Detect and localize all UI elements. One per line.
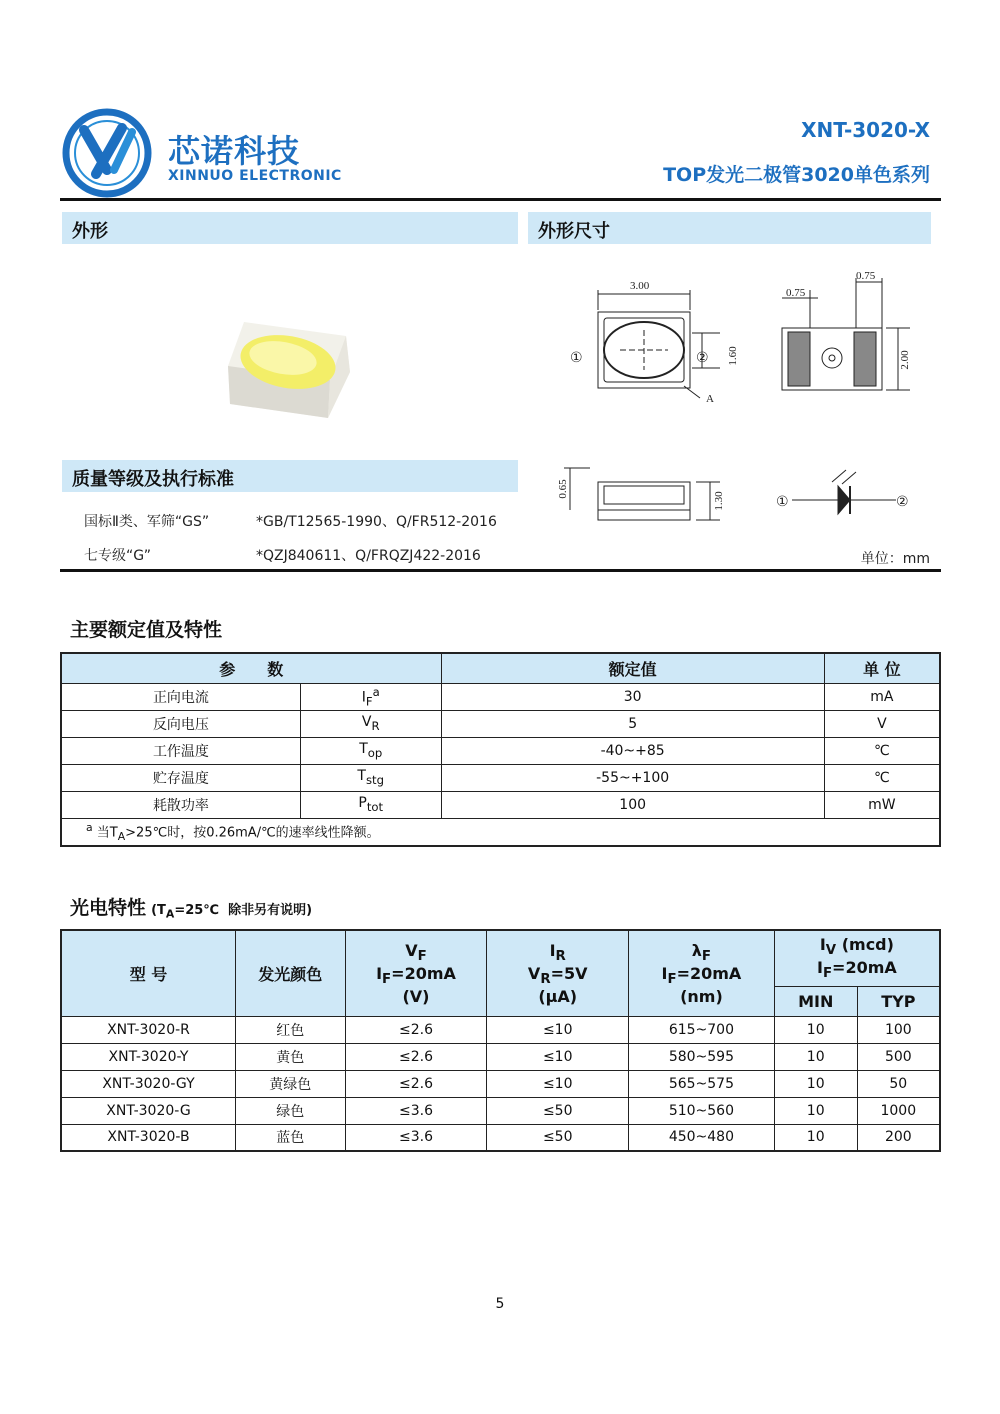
cell-color: 绿色 [235,1097,345,1124]
header-min: MIN [774,986,857,1016]
dim-065-label: 0.65 [557,479,569,499]
cell-ir: ≤10 [487,1043,629,1070]
dim-130-label: 1.30 [713,491,725,511]
table-row [61,791,940,818]
brand-name-cn: 芯诺科技 [168,132,301,170]
cell-model: XNT-3020-G [61,1097,235,1124]
page-number: 5 [495,1296,505,1312]
cell-vf: ≤2.6 [345,1070,487,1097]
param-name: 反向电压 [61,710,300,737]
header-rated: 额定值 [441,653,824,683]
param-unit: mA [824,683,940,710]
optical-title: 光电特性 [70,897,147,919]
cell-vf: ≤3.6 [345,1097,487,1124]
cell-wavelength: 615~700 [629,1016,775,1043]
table-row [61,737,940,764]
cell-model: XNT-3020-R [61,1016,235,1043]
cell-vf: ≤2.6 [345,1043,487,1070]
cell-model: XNT-3020-Y [61,1043,235,1070]
dim-300-label: 3.00 [630,280,650,292]
table-note-row [61,818,940,846]
param-symbol: $I_F^a$ [300,683,441,710]
table-row [61,1124,940,1151]
param-symbol: $T_{op}$ [300,737,441,764]
cell-ir: ≤50 [487,1124,629,1151]
param-name: 耗散功率 [61,791,300,818]
param-symbol: $V_R$ [300,710,441,737]
header-unit: 单 位 [824,653,940,683]
header-color: 发光颜色 [235,930,345,1016]
pin2-label-symbol: ② [896,494,909,510]
cell-color: 黄色 [235,1043,345,1070]
param-unit: V [824,710,940,737]
param-value: 30 [441,683,824,710]
param-name: 工作温度 [61,737,300,764]
param-value: -55~+100 [441,764,824,791]
table-row [61,683,940,710]
cell-iv-typ: 100 [857,1016,940,1043]
cell-iv-typ: 50 [857,1070,940,1097]
pin1-label-top: ① [570,350,583,366]
dim-075a-label: 0.75 [786,287,806,299]
header-ir: $I_R$ $V_R=5V$ (μA) [487,930,629,1016]
cell-model: XNT-3020-GY [61,1070,235,1097]
cell-model: XNT-3020-B [61,1124,235,1151]
param-value: 100 [441,791,824,818]
optical-table [60,929,941,1152]
table-row [61,1070,940,1097]
cell-ir: ≤50 [487,1097,629,1124]
section-dimensions: 外形尺寸 [528,212,931,244]
header-vf: $V_F$ $I_F=20mA$ (V) [345,930,487,1016]
ratings-header-row [61,653,940,683]
cell-iv-typ: 500 [857,1043,940,1070]
dim-160-label: 1.60 [727,346,739,366]
cell-vf: ≤3.6 [345,1124,487,1151]
cell-ir: ≤10 [487,1016,629,1043]
cell-iv-typ: 1000 [857,1097,940,1124]
cell-iv-min: 10 [774,1016,857,1043]
dimension-drawing [557,260,940,550]
product-series: TOP发光二极管3020单色系列 [663,164,930,186]
company-logo [62,108,152,198]
std-spec-2: *QZJ840611、Q/FRQZJ422-2016 [256,548,481,564]
param-name: 贮存温度 [61,764,300,791]
pin1-label-symbol: ① [776,494,789,510]
cell-iv-min: 10 [774,1043,857,1070]
optical-title-group [70,893,312,921]
brand-name-en: XINNUO ELECTRONIC [168,168,342,184]
param-unit: ℃ [824,764,940,791]
param-unit: mW [824,791,940,818]
derating-note: $^a$ 当$T_A>25℃$时，按0.26mA/℃的速率线性降额。 [61,818,940,846]
unit-note: 单位：mm [860,551,930,567]
param-unit: ℃ [824,737,940,764]
led-product-photo [218,310,358,425]
table-row [61,1043,940,1070]
param-name: 正向电流 [61,683,300,710]
pin2-label-top: ② [696,350,709,366]
std-spec-1: *GB/T12565-1990、Q/FR512-2016 [256,514,497,530]
std-grade-1: 国标Ⅱ类、军筛“GS” [84,514,210,530]
table-row [61,1097,940,1124]
header-wavelength: $\lambda_F$ $I_F=20mA$ (nm) [629,930,775,1016]
cell-color: 红色 [235,1016,345,1043]
header-rule [60,198,941,201]
mark-a-label: A [706,393,714,405]
param-symbol: $T_{stg}$ [300,764,441,791]
section-appearance: 外形 [62,212,518,244]
dim-075b-label: 0.75 [856,270,876,282]
table-row [61,710,940,737]
cell-iv-min: 10 [774,1070,857,1097]
cell-wavelength: 580~595 [629,1043,775,1070]
cell-wavelength: 565~575 [629,1070,775,1097]
param-value: -40~+85 [441,737,824,764]
table-row [61,1016,940,1043]
header-iv: $I_V$ (mcd) $I_F=20mA$ [774,930,940,986]
cell-iv-typ: 200 [857,1124,940,1151]
section-rule [60,569,941,572]
section-quality: 质量等级及执行标准 [62,460,518,492]
ratings-table [60,652,941,847]
cell-wavelength: 510~560 [629,1097,775,1124]
param-value: 5 [441,710,824,737]
header-typ: TYP [857,986,940,1016]
ratings-title: 主要额定值及特性 [70,619,223,641]
cell-iv-min: 10 [774,1124,857,1151]
header-model: 型 号 [61,930,235,1016]
cell-vf: ≤2.6 [345,1016,487,1043]
param-symbol: $P_{tot}$ [300,791,441,818]
header-param: 参 数 [61,653,441,683]
std-grade-2: 七专级“G” [84,548,152,564]
table-row [61,764,940,791]
cell-iv-min: 10 [774,1097,857,1124]
cell-color: 黄绿色 [235,1070,345,1097]
dim-200-label: 2.00 [899,350,911,370]
cell-ir: ≤10 [487,1070,629,1097]
optical-header-row-1 [61,930,940,986]
optical-condition: ($T_A=25℃$ 除非另有说明) [151,903,313,921]
cell-wavelength: 450~480 [629,1124,775,1151]
cell-color: 蓝色 [235,1124,345,1151]
product-model: XNT-3020-X [801,118,930,142]
